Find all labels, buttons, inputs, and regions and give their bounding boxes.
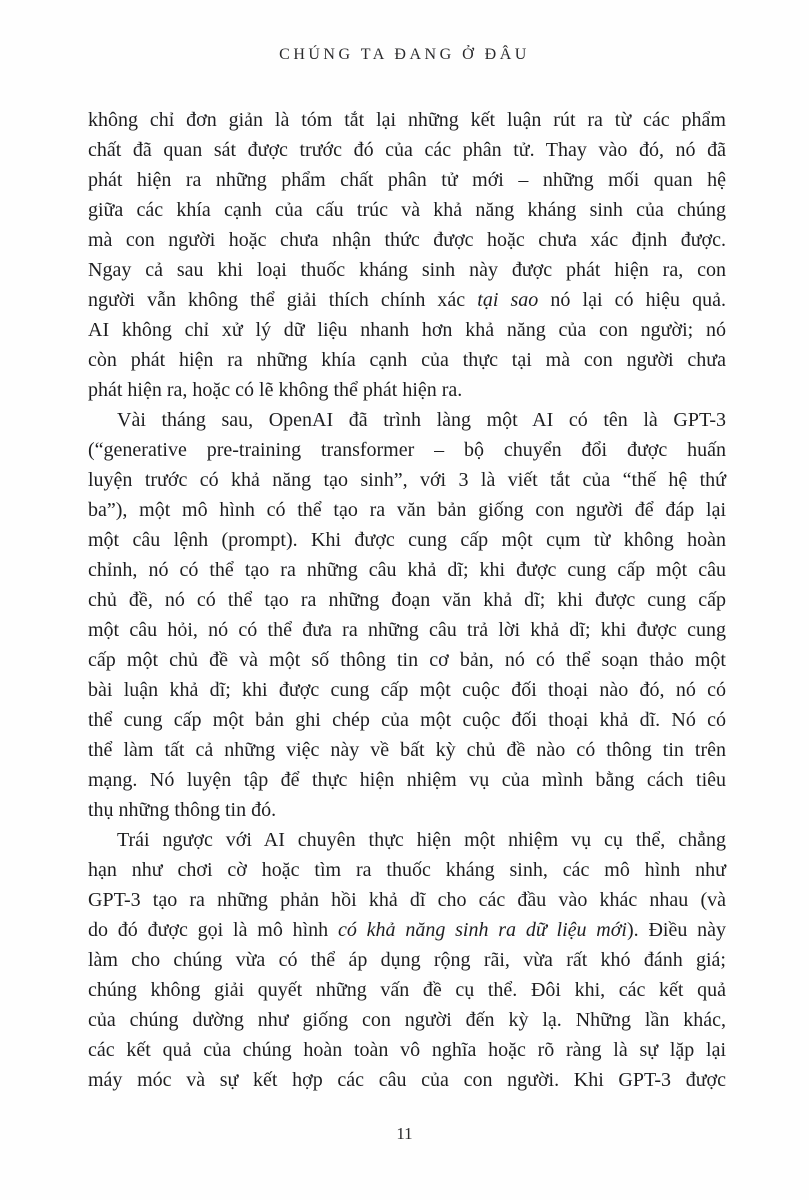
text-line — [88, 285, 726, 315]
text-segment: mà con người hoặc chưa nhận thức được hoặc chưa xác định được. — [88, 229, 726, 251]
text-line — [88, 765, 726, 795]
text-line — [88, 945, 726, 975]
text-line — [88, 315, 726, 345]
text-segment: phát hiện ra, hoặc có lẽ không thể phát hiện ra. — [88, 379, 463, 401]
text-line — [88, 1035, 726, 1065]
text-line — [88, 255, 726, 285]
text-segment: chủ đề, nó có thể tạo ra những đoạn văn khả dĩ; khi được cung cấp — [88, 589, 726, 611]
text-segment: chúng không giải quyết những vấn đề cụ thể. Đôi khi, các kết quả — [88, 979, 726, 1001]
text-segment: làm cho chúng vừa có thể áp dụng rộng rãi, vừa rất khó đánh giá; — [88, 949, 726, 971]
text-segment: của chúng dường như giống con người đến kỳ lạ. Những lần khác, — [88, 1009, 726, 1031]
text-segment: không chỉ đơn giản là tóm tắt lại những kết luận rút ra từ các phẩm — [88, 109, 726, 131]
text-segment: Trái ngược với AI chuyên thực hiện một nhiệm vụ cụ thể, chẳng — [117, 829, 726, 851]
text-segment: Vài tháng sau, OpenAI đã trình làng một AI có tên là GPT-3 — [117, 409, 726, 431]
body-text — [88, 105, 726, 1095]
paragraph — [88, 825, 726, 1095]
text-segment: chỉnh, nó có thể tạo ra những câu khả dĩ; khi được cung cấp một câu — [88, 559, 726, 581]
paragraph — [88, 405, 726, 825]
text-line — [88, 435, 726, 465]
text-segment: giữa các khía cạnh của cấu trúc và khả năng kháng sinh của chúng — [88, 199, 726, 221]
text-line — [88, 375, 726, 405]
text-line — [88, 345, 726, 375]
text-line — [88, 735, 726, 765]
text-line — [88, 915, 726, 945]
text-line — [88, 465, 726, 495]
text-line — [88, 1065, 726, 1095]
text-line — [88, 105, 726, 135]
text-line — [88, 795, 726, 825]
text-line — [88, 225, 726, 255]
text-segment: ). Điều này — [626, 919, 726, 941]
text-segment: bài luận khả dĩ; khi được cung cấp một cuộc đối thoại nào đó, nó có — [88, 679, 726, 701]
text-line — [88, 135, 726, 165]
text-segment: hạn như chơi cờ hoặc tìm ra thuốc kháng sinh, các mô hình như — [88, 859, 726, 881]
text-segment: một câu hỏi, nó có thể đưa ra những câu trả lời khả dĩ; khi được cung — [88, 619, 726, 641]
text-line — [88, 825, 726, 855]
text-line — [88, 615, 726, 645]
text-line — [88, 525, 726, 555]
text-segment: thể cung cấp một bản ghi chép của một cuộc đối thoại khả dĩ. Nó có — [88, 709, 726, 731]
italic-text-segment: tại sao — [477, 289, 539, 311]
text-line — [88, 675, 726, 705]
text-segment: thụ những thông tin đó. — [88, 799, 277, 821]
text-segment: AI không chỉ xử lý dữ liệu nhanh hơn khả năng của con người; nó — [88, 319, 726, 341]
text-line — [88, 405, 726, 435]
text-line — [88, 885, 726, 915]
text-segment: Ngay cả sau khi loại thuốc kháng sinh này được phát hiện ra, con — [88, 259, 726, 281]
text-segment: mạng. Nó luyện tập để thực hiện nhiệm vụ của mình bằng cách tiêu — [88, 769, 726, 791]
text-segment: phát hiện ra những phẩm chất phân tử mới – những mối quan hệ — [88, 169, 726, 191]
text-segment: GPT-3 tạo ra những phản hồi khả dĩ cho các đầu vào khác nhau (và — [88, 889, 726, 911]
text-line — [88, 165, 726, 195]
text-line — [88, 1005, 726, 1035]
paragraph — [88, 105, 726, 405]
text-segment: máy móc và sự kết hợp các câu của con người. Khi GPT-3 được — [88, 1069, 726, 1091]
running-header: CHÚNG TA ĐANG Ở ĐÂU — [279, 46, 530, 63]
text-segment: nó lại có hiệu quả. — [538, 289, 727, 311]
text-segment: cấp một chủ đề và một số thông tin cơ bản, nó có thể soạn thảo một — [88, 649, 726, 671]
text-segment: còn phát hiện ra những khía cạnh của thực tại mà con người chưa — [88, 349, 726, 371]
text-segment: một câu lệnh (prompt). Khi được cung cấp một cụm từ không hoàn — [88, 529, 726, 551]
text-line — [88, 195, 726, 225]
text-line — [88, 495, 726, 525]
text-segment: người vẫn không thể giải thích chính xác — [88, 289, 478, 311]
text-segment: do đó được gọi là mô hình — [88, 919, 338, 941]
page-number: 11 — [396, 1124, 413, 1143]
text-line — [88, 705, 726, 735]
text-segment: các kết quả của chúng hoàn toàn vô nghĩa hoặc rõ ràng là sự lặp lại — [88, 1039, 726, 1061]
text-line — [88, 645, 726, 675]
italic-text-segment: có khả năng sinh ra dữ liệu mới — [337, 919, 627, 941]
text-line — [88, 975, 726, 1005]
text-segment: chất đã quan sát được trước đó của các phân tử. Thay vào đó, nó đã — [88, 139, 726, 161]
text-line — [88, 555, 726, 585]
text-line — [88, 585, 726, 615]
text-line — [88, 855, 726, 885]
text-segment: luyện trước có khả năng tạo sinh”, với 3 là viết tắt của “thế hệ thứ — [88, 469, 726, 491]
text-segment: ba”), một mô hình có thể tạo ra văn bản giống con người để đáp lại — [88, 499, 726, 521]
text-segment: thể làm tất cả những việc này về bất kỳ chủ đề nào có thông tin trên — [88, 739, 726, 761]
text-segment: (“generative pre-training transformer – bộ chuyển đổi được huấn — [88, 439, 726, 461]
